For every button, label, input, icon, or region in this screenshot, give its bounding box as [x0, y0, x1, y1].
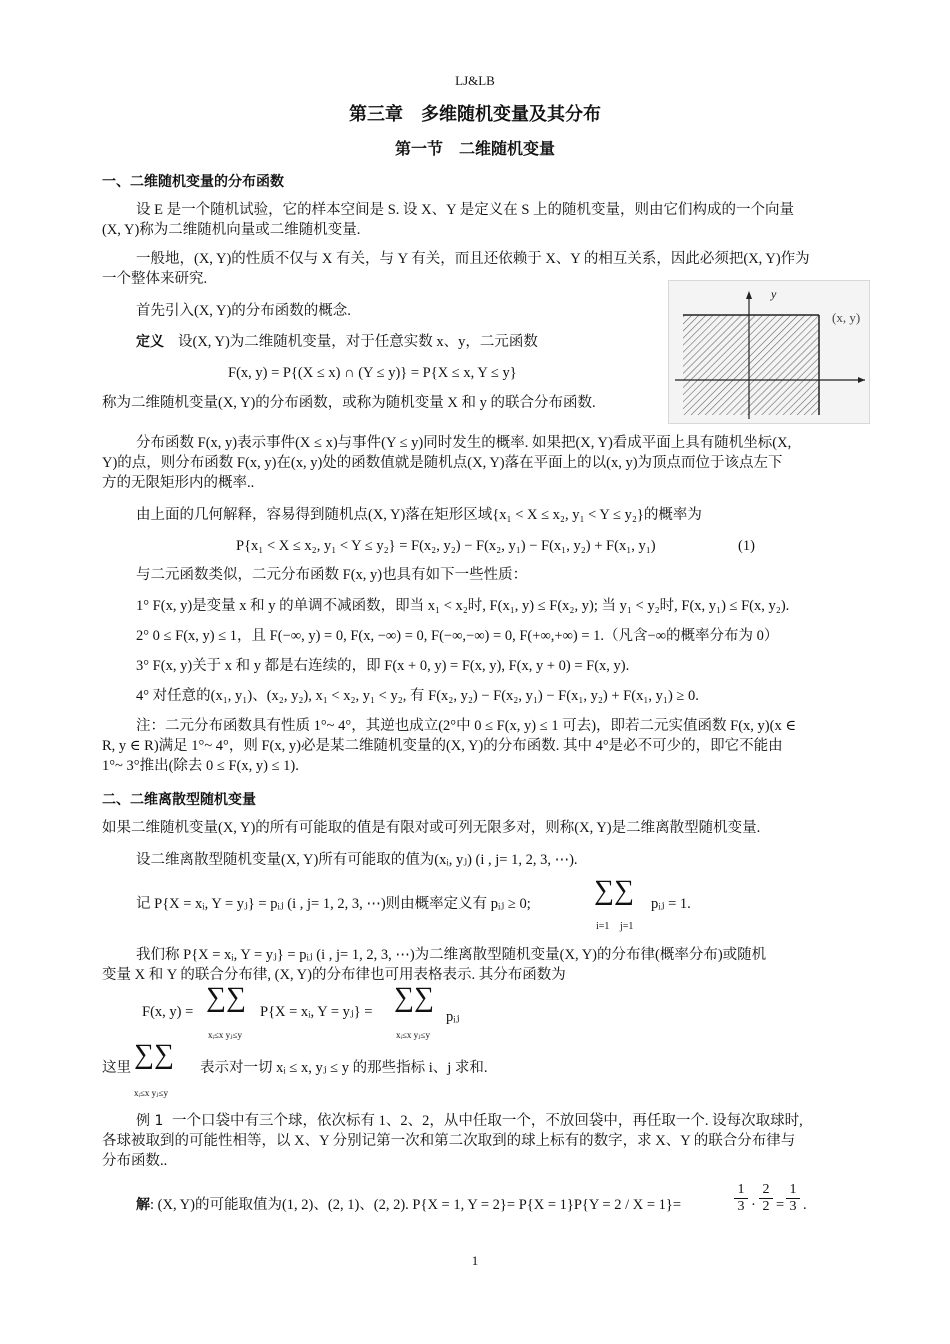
paragraph-7: 如果二维随机变量(X, Y)的所有可能取的值是有限对或可列无限多对，则称(X, Y)是二维离散型随机变量. [102, 820, 761, 836]
x-axis-arrow [858, 377, 865, 383]
times-dot: · [751, 1197, 756, 1213]
property-2: 2° 0 ≤ F(x, y) ≤ 1，且 F(−∞, y) = 0, F(x, −∞) = 0, F(−∞,−∞) = 0, F(+∞,+∞) = 1.（凡含−∞的概率分布为 0） [136, 628, 779, 644]
paragraph-4-line-2: Y)的点，则分布函数 F(x, y)在(x, y)处的函数值就是随机点(X, Y)落在平面上的以(x, y)为顶点而位于该点左下 [102, 455, 783, 471]
y-axis-arrow [746, 291, 752, 299]
example-1-line-2: 各球被取到的可能性相等，以 X、Y 分别记第一次和第二次取到的球上标有的数字，求 X、Y 的联合分布律与 [102, 1133, 796, 1149]
paragraph-9-sum-tail: pᵢⱼ = 1. [651, 896, 691, 912]
fraction-3-numerator: 1 [789, 1182, 797, 1197]
chapter-title: 第三章 多维随机变量及其分布 [349, 104, 601, 125]
cdf-lhs: F(x, y) = [142, 1004, 194, 1020]
here-sum-subscript: xᵢ≤x yⱼ≤y [134, 1088, 168, 1098]
fraction-2-denominator: 2 [759, 1198, 773, 1215]
paragraph-3: 首先引入(X, Y)的分布函数的概念. [136, 303, 351, 319]
fraction-3 [786, 1182, 800, 1215]
double-sum-symbol-2: ∑∑ [206, 982, 246, 1013]
note-line-2: R, y ∈ R)满足 1°~ 4°，则 F(x, y)必是某二维随机变量的(X, Y)的分布函数. 其中 4°是必不可少的，即它不能由 [102, 738, 783, 754]
definition-text: 设(X, Y)为二维随机变量，对于任意实数 x、y，二元函数 [178, 334, 538, 350]
property-1: 1° F(x, y)是变量 x 和 y 的单调不减函数，即当 x₁ < x₂时, F(x₁, y) ≤ F(x₂, y); 当 y₁ < y₂时, F(x, y₁) ≤ F(x, y₂). [136, 598, 790, 614]
quadrant-diagram [669, 281, 869, 423]
solution-period: . [803, 1197, 807, 1213]
property-4: 4° 对任意的(x₁, y₁)、(x₂, y₂), x₁ < x₂, y₁ < y₂, 有 F(x₂, y₂) − F(x₂, y₁) − F(x₁, y₂) + F(x₁, y₁) ≥ 0. [136, 688, 699, 704]
here-label: 这里 [102, 1060, 131, 1076]
cdf-sum-subscript-2: xᵢ≤x yⱼ≤y [396, 1030, 430, 1040]
here-text: 表示对一切 xᵢ ≤ x, yⱼ ≤ y 的那些指标 i、j 求和. [200, 1060, 488, 1076]
equation-1: P{x₁ < X ≤ x₂, y₁ < Y ≤ y₂} = F(x₂, y₂) − F(x₂, y₁) − F(x₁, y₂) + F(x₁, y₁) [236, 538, 656, 554]
sum-sub-j: j=1 [620, 921, 634, 932]
example-1-line-1: 一个口袋中有三个球，依次标有 1、2、2，从中任取一个，不放回袋中，再任取一个. 设每次取球时, [172, 1113, 803, 1129]
paragraph-9: 记 P{X = xᵢ, Y = yⱼ} = pᵢⱼ (i , j= 1, 2, 3, ⋯)则由概率定义有 pᵢⱼ ≥ 0; [136, 896, 531, 912]
note-line-1: 注：二元分布函数具有性质 1°~ 4°，其逆也成立(2°中 0 ≤ F(x, y) ≤ 1 可去)，即若二元实值函数 F(x, y)(x ∈ [136, 718, 797, 734]
solution-text: : (X, Y)的可能取值为(1, 2)、(2, 1)、(2, 2). P{X = 1, Y = 2}= P{X = 1}P{Y = 2 / X = 1}= [150, 1197, 682, 1213]
page-number: 1 [471, 1253, 479, 1268]
page-header: LJ&LB [455, 73, 495, 88]
sum-sub-i: i=1 [596, 921, 610, 932]
fraction-1 [734, 1182, 748, 1215]
paragraph-5: 由上面的几何解释，容易得到随机点(X, Y)落在矩形区域{x₁ < X ≤ x₂, y₁ < Y ≤ y₂}的概率为 [136, 507, 702, 523]
paragraph-10-line-2: 变量 X 和 Y 的联合分布律, (X, Y)的分布律也可用表格表示. 其分布函数为 [102, 967, 566, 983]
paragraph-1-line-1: 设 E 是一个随机试验，它的样本空间是 S. 设 X、Y 是定义在 S 上的随机变量，则由它们构成的一个向量 [136, 202, 795, 218]
paragraph-2-line-2: 一个整体来研究. [102, 271, 208, 287]
note-line-3: 1°~ 3°推出(除去 0 ≤ F(x, y) ≤ 1). [102, 758, 299, 774]
fraction-1-denominator: 3 [734, 1198, 748, 1215]
double-sum-symbol-1: ∑∑ [594, 875, 634, 906]
equals-sign: = [776, 1197, 785, 1213]
definition-formula: F(x, y) = P{(X ≤ x) ∩ (Y ≤ y)} = P{X ≤ x, Y ≤ y} [228, 365, 517, 381]
paragraph-4-line-1: 分布函数 F(x, y)表示事件(X ≤ x)与事件(Y ≤ y)同时发生的概率. 如果把(X, Y)看成平面上具有随机坐标(X, [136, 435, 792, 451]
distribution-figure [668, 280, 870, 424]
heading-1: 一、二维随机变量的分布函数 [102, 174, 284, 190]
shaded-region [683, 315, 819, 415]
double-sum-symbol-3: ∑∑ [394, 982, 434, 1013]
paragraph-10-line-1: 我们称 P{X = xᵢ, Y = yⱼ} = pᵢⱼ (i , j= 1, 2, 3, ⋯)为二维离散型随机变量(X, Y)的分布律(概率分布)或随机 [136, 947, 767, 963]
cdf-sum-subscript-1: xᵢ≤x yⱼ≤y [208, 1030, 242, 1040]
fraction-2 [759, 1182, 773, 1215]
figure-point-label: (x, y) [832, 310, 861, 325]
example-1-label: 例 1 [136, 1113, 164, 1129]
property-3: 3° F(x, y)关于 x 和 y 都是右连续的，即 F(x + 0, y) = F(x, y), F(x, y + 0) = F(x, y). [136, 658, 630, 674]
solution-label: 解 [136, 1197, 150, 1213]
paragraph-2-line-1: 一般地，(X, Y)的性质不仅与 X 有关，与 Y 有关，而且还依赖于 X、Y 的相互关系，因此必须把(X, Y)作为 [136, 251, 810, 267]
heading-2: 二、二维离散型随机变量 [102, 792, 256, 808]
fraction-3-denominator: 3 [786, 1198, 800, 1215]
section-title: 第一节 二维随机变量 [394, 139, 555, 158]
double-sum-symbol-4: ∑∑ [134, 1039, 174, 1070]
cdf-middle: P{X = xᵢ, Y = yⱼ} = [260, 1004, 373, 1020]
paragraph-1-line-2: (X, Y)称为二维随机向量或二维随机变量. [102, 222, 361, 238]
paragraph-4-line-3: 方的无限矩形内的概率.. [102, 475, 255, 491]
fraction-1-numerator: 1 [737, 1182, 745, 1197]
example-1-line-3: 分布函数.. [102, 1153, 168, 1169]
figure-y-label: y [771, 287, 777, 301]
equation-1-number: (1) [738, 538, 755, 554]
definition-after: 称为二维随机变量(X, Y)的分布函数，或称为随机变量 X 和 y 的联合分布函数. [102, 395, 596, 411]
paragraph-8: 设二维离散型随机变量(X, Y)所有可能取的值为(xᵢ, yⱼ) (i , j= 1, 2, 3, ⋯). [136, 852, 578, 868]
definition-label: 定义 [136, 334, 164, 350]
fraction-2-numerator: 2 [762, 1182, 770, 1197]
paragraph-6: 与二元函数类似，二元分布函数 F(x, y)也具有如下一些性质： [136, 567, 528, 583]
cdf-tail: pᵢⱼ [446, 1009, 460, 1025]
